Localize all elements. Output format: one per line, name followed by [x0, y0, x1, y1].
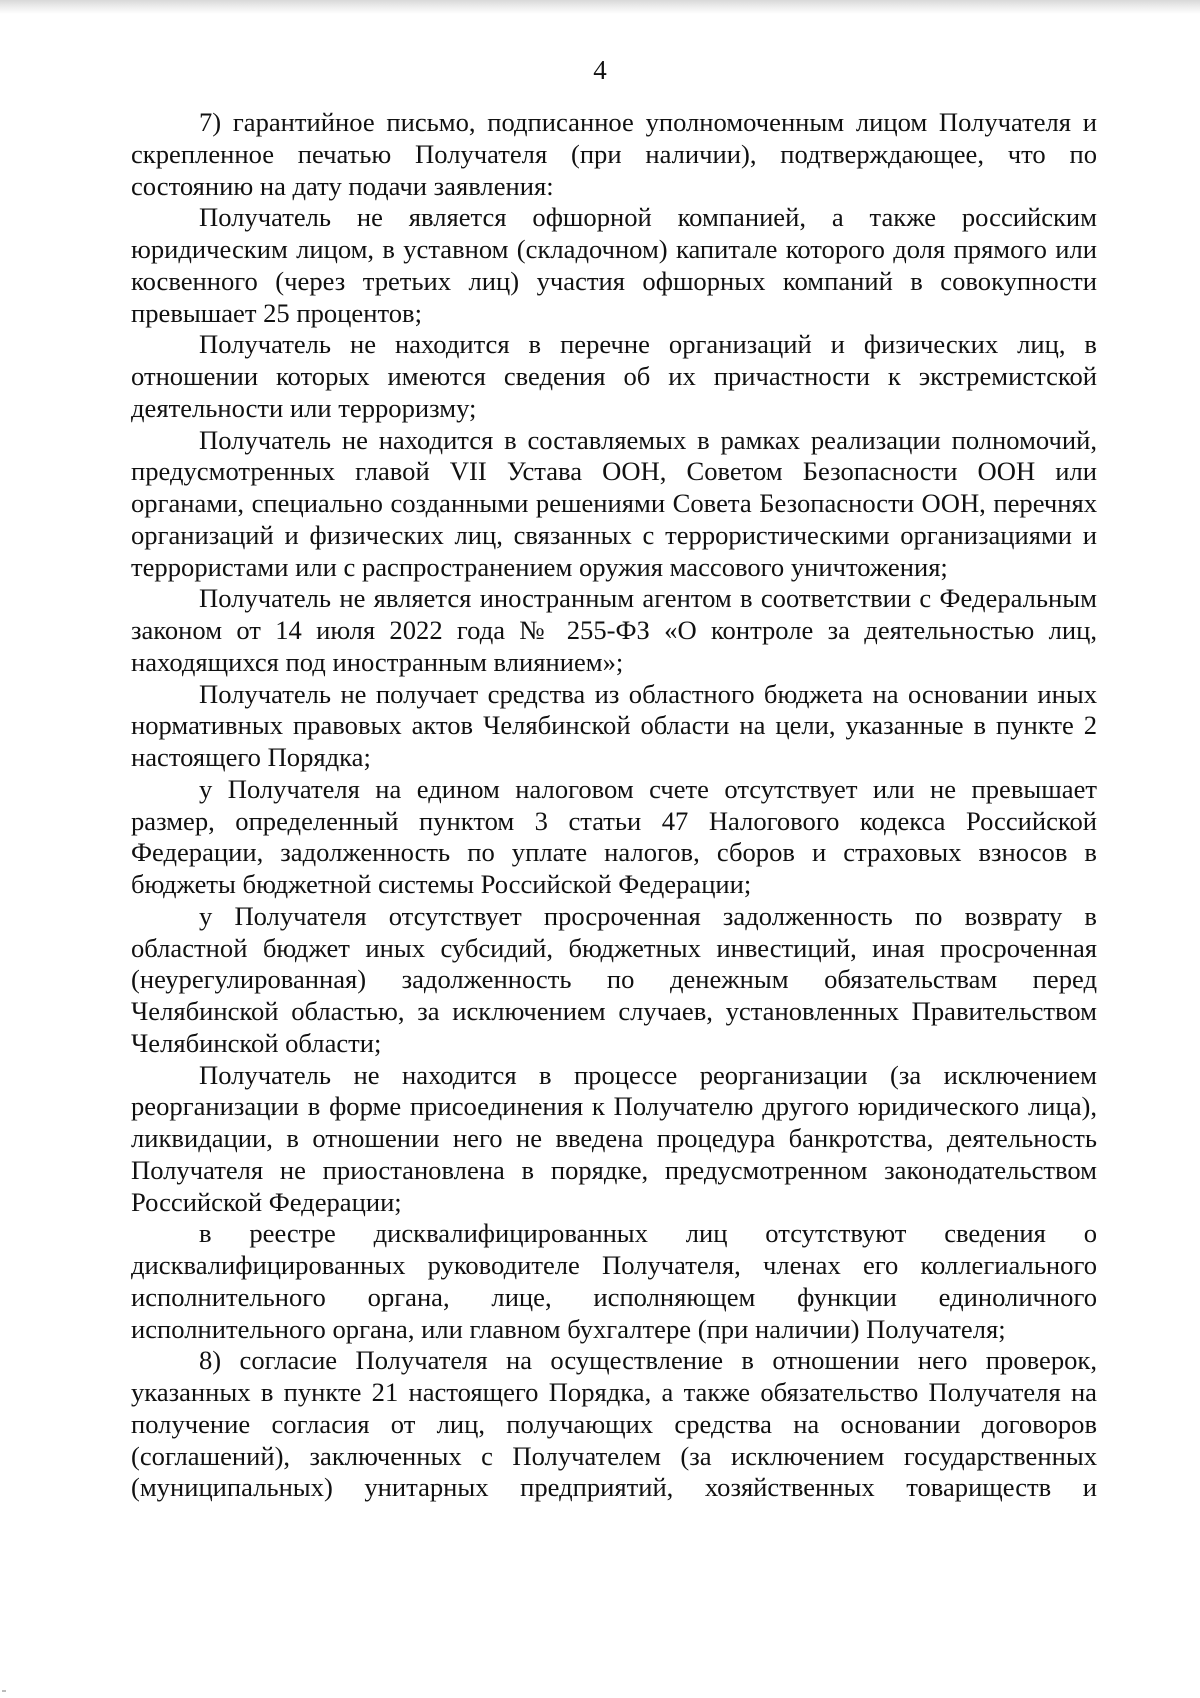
scan-speck: [2, 1690, 6, 1692]
paragraph-overdue-debt: у Получателя отсутствует просроченная задолженность по возврату в областной бюджет иных субсидий, бюджетных инвестиций, иная просроченная (неурегулированная) задолженность по денежным обязательствам перед Челябинской областью, за исключением случаев, установленных Правительством Челябинской области;: [131, 900, 1097, 1058]
paragraph-offshore: Получатель не является офшорной компанией, а также российским юридическим лицом, в уставном (складочном) капитале которого доля прямого или косвенного (через третьих лиц) участия офшорных компаний в совокупности превышает 25 процентов;: [131, 202, 1097, 328]
paragraph-budget-funds: Получатель не получает средства из областного бюджета на основании иных нормативных правовых актов Челябинской области на цели, указанные в пункте 2 настоящего Порядка;: [131, 678, 1097, 772]
paragraph-un-sanctions: Получатель не находится в составляемых в рамках реализации полномочий, предусмотренных главой VII Устава ООН, Советом Безопасности ООН или органами, специально созданными решениями Совета Безопасности ООН, перечнях организаций и физических лиц, связанных с террористическими организациями и террористами или с распространением оружия массового уничтожения;: [131, 424, 1097, 582]
scan-top-edge: [0, 0, 1200, 14]
paragraph-disqualified-registry: в реестре дисквалифицированных лиц отсутствуют сведения о дисквалифицированных руководителе Получателя, членах его коллегиального исполнительного органа, лице, исполняющем функции единоличного исполнительного органа, или главном бухгалтере (при наличии) Получателя;: [131, 1218, 1097, 1344]
document-body: [131, 107, 1097, 1504]
paragraph-extremism-list: Получатель не находится в перечне организаций и физических лиц, в отношении которых имеются сведения об их причастности к экстремистской деятельности или терроризму;: [131, 329, 1097, 423]
paragraph-reorganization: Получатель не находится в процессе реорганизации (за исключением реорганизации в форме присоединения к Получателю другого юридического лица), ликвидации, в отношении него не введена процедура банкротства, деятельность Получателя не приостановлена в порядке, предусмотренном законодательством Российской Федерации;: [131, 1059, 1097, 1217]
paragraph-foreign-agent: Получатель не является иностранным агентом в соответствии с Федеральным законом от 14 июля 2022 года № 255-ФЗ «О контроле за деятельностью лиц, находящихся под иностранным влиянием»;: [131, 583, 1097, 677]
paragraph-item-7: 7) гарантийное письмо, подписанное уполномоченным лицом Получателя и скрепленное печатью Получателя (при наличии), подтверждающее, что по состоянию на дату подачи заявления:: [131, 107, 1097, 201]
page-number: 4: [593, 55, 607, 85]
paragraph-item-8: 8) согласие Получателя на осуществление в отношении него проверок, указанных в пункте 21 настоящего Порядка, а также обязательство Получателя на получение согласия от лиц, получающих средства на основании договоров (соглашений), заключенных с Получателем (за исключением государственных (муниципальных) унитарных предприятий, хозяйственных товариществ и: [131, 1345, 1097, 1503]
paragraph-tax-debt: у Получателя на едином налоговом счете отсутствует или не превышает размер, определенный пунктом 3 статьи 47 Налогового кодекса Российской Федерации, задолженность по уплате налогов, сборов и страховых взносов в бюджеты бюджетной системы Российской Федерации;: [131, 773, 1097, 899]
